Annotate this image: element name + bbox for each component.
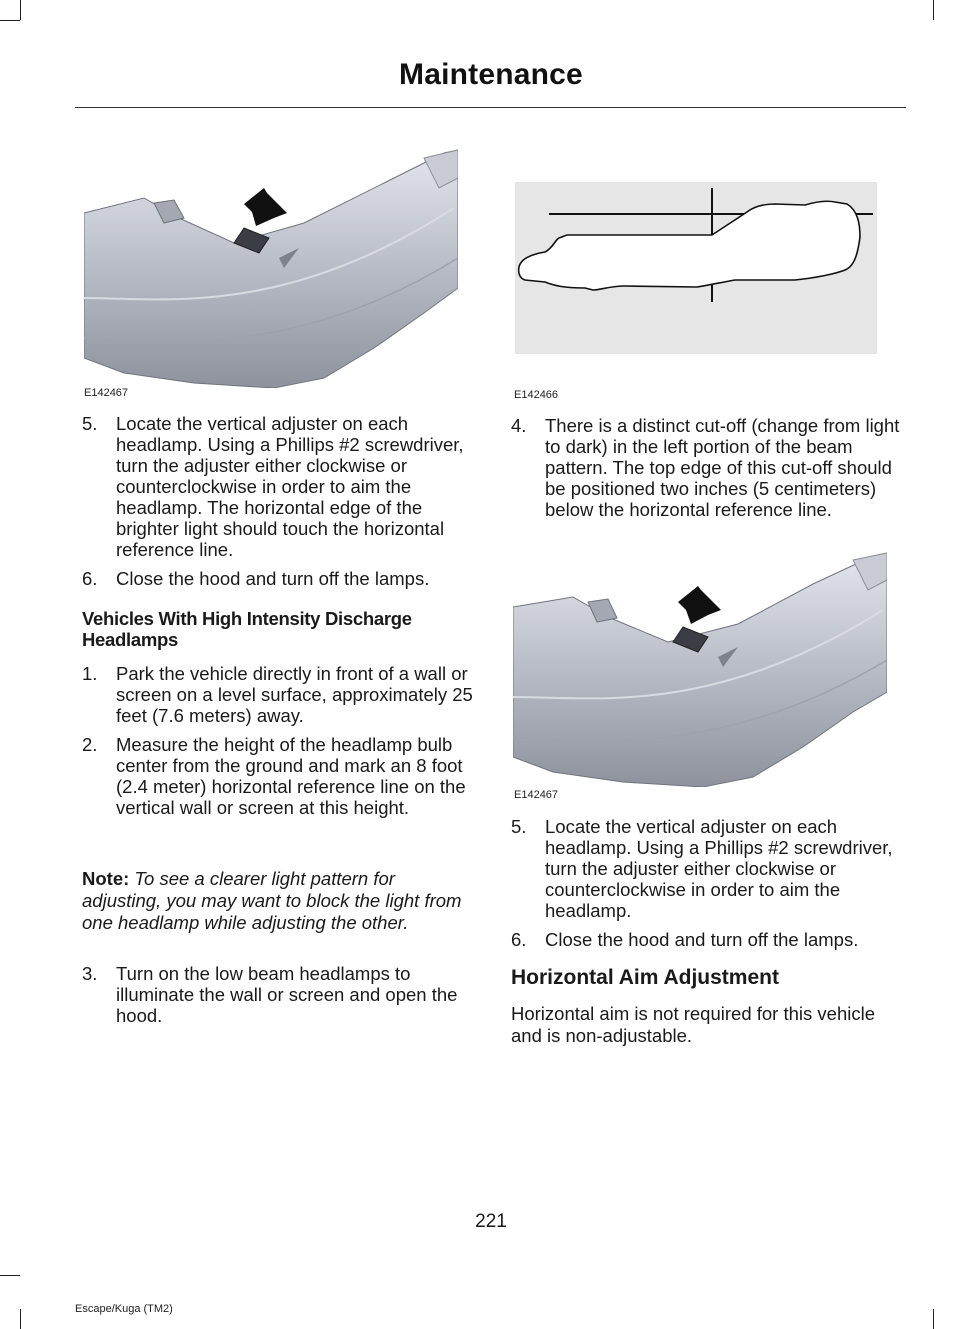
crop-mark (20, 1309, 21, 1329)
list-item (511, 929, 903, 950)
crop-mark (933, 1309, 934, 1329)
headlamp-figure (84, 148, 458, 388)
note-text: To see a clearer light pattern for adjusting, you may want to block the light from one headlamp while adjusting the other. (82, 868, 462, 933)
crop-mark (0, 20, 20, 21)
steps-list (82, 963, 474, 1034)
beam-pattern-diagram (515, 182, 877, 354)
figure-label: E142466 (514, 389, 559, 401)
list-item (82, 963, 474, 1026)
steps-list (82, 413, 474, 597)
doc-id: Escape/Kuga (TM2) (75, 1303, 173, 1315)
figure-label: E142467 (514, 789, 559, 801)
subheading: Vehicles With High Intensity Discharge Headlamps (82, 608, 412, 650)
step-text: Measure the height of the headlamp bulb center from the ground and mark an 8 foot (2.4 meter) horizontal reference line on the vertical wall or screen at this height. (116, 734, 466, 818)
step-number: 4. (511, 415, 527, 436)
step-number: 6. (82, 568, 98, 589)
list-item (511, 816, 903, 921)
step-text: Turn on the low beam headlamps to illuminate the wall or screen and open the hood. (116, 963, 458, 1026)
page-number: 221 (475, 1211, 507, 1232)
page-title: Maintenance (399, 58, 583, 91)
crop-mark (20, 0, 21, 20)
step-number: 5. (511, 816, 527, 837)
step-text: Park the vehicle directly in front of a wall or screen on a level surface, approximately 25 feet (7.6 meters) away. (116, 663, 473, 726)
list-item (82, 734, 474, 818)
header-rule (75, 107, 906, 108)
paragraph: Horizontal aim is not required for this vehicle and is non-adjustable. (511, 1003, 875, 1046)
step-number: 3. (82, 963, 98, 984)
section-heading: Horizontal Aim Adjustment (511, 966, 779, 989)
step-text: Locate the vertical adjuster on each headlamp. Using a Phillips #2 screwdriver, turn the adjuster either clockwise or counterclockwise in order to aim the headlamp. (545, 816, 893, 921)
note (82, 868, 474, 934)
list-item (82, 413, 474, 560)
list-item (511, 415, 903, 520)
step-number: 6. (511, 929, 527, 950)
step-text: Locate the vertical adjuster on each headlamp. Using a Phillips #2 screwdriver, turn the adjuster either clockwise or counterclockwise in order to aim the headlamp. The horizontal edge of the brighter light should touch the horizontal reference line. (116, 413, 464, 560)
figure-label: E142467 (84, 387, 129, 399)
step-text: Close the hood and turn off the lamps. (545, 929, 859, 950)
step-number: 1. (82, 663, 98, 684)
list-item (82, 568, 474, 589)
crop-mark (0, 1275, 20, 1276)
steps-list (511, 816, 903, 958)
step-number: 5. (82, 413, 98, 434)
list-item (82, 663, 474, 726)
step-text: There is a distinct cut-off (change from light to dark) in the left portion of the beam pattern. The top edge of this cut-off should be positioned two inches (5 centimeters) below the horizontal reference line. (545, 415, 900, 520)
headlamp-figure (513, 552, 887, 787)
step-number: 2. (82, 734, 98, 755)
steps-list (82, 663, 474, 826)
note-label: Note: (82, 868, 130, 889)
beam-pattern-figure (515, 182, 877, 354)
headlamp-illustration (84, 148, 458, 388)
step-text: Close the hood and turn off the lamps. (116, 568, 430, 589)
steps-list (511, 415, 903, 528)
headlamp-illustration (513, 552, 887, 787)
crop-mark (933, 0, 934, 20)
